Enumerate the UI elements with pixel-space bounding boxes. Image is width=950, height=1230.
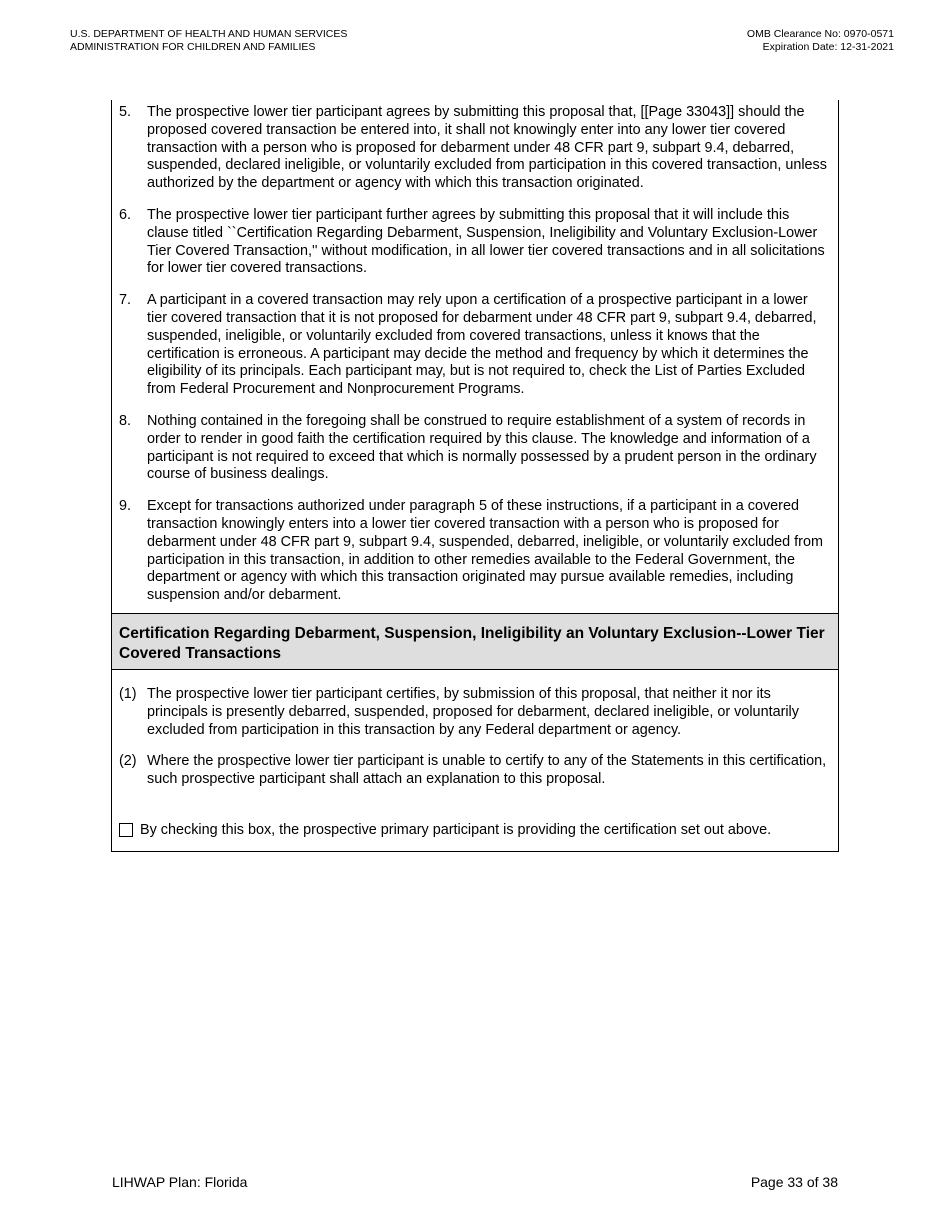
instruction-item	[119, 498, 830, 605]
agency-line-2: ADMINISTRATION FOR CHILDREN AND FAMILIES	[70, 40, 316, 53]
certification-checkbox-row[interactable]	[112, 789, 838, 851]
page-header-omb	[747, 28, 894, 53]
item-text: A participant in a covered transaction may rely upon a certification of a prospective participant in a lower tier covered transaction that it is not proposed for debarment under 48 CFR part 9, subpart 9.4, debarred, suspended, ineligible, or voluntarily excluded from covered transactions, unless it knows that the certification is erroneous. A participant may decide the method and frequency by which it determines the eligibility of its principals. Each participant may, but is not required to, check the List of Parties Excluded from Federal Procurement and Nonprocurement Programs.	[147, 292, 817, 398]
item-text: The prospective lower tier participant agrees by submitting this proposal that, [[Page 33043]] should the proposed covered transaction be entered into, it shall not knowingly enter into any lower tier covered transaction with a person who is proposed for debarment under 48 CFR part 9, subpart 9.4, debarred, suspended, declared ineligible, or voluntarily excluded from participation in this covered transaction, unless authorized by the department or agency with which this transaction originated.	[147, 104, 827, 192]
checkbox-label: By checking this box, the prospective primary participant is providing the certification set out above.	[140, 821, 772, 838]
item-text: The prospective lower tier participant certifies, by submission of this proposal, that neither it nor its principals is presently debarred, suspended, proposed for debarment, declared ineligible, or voluntarily excluded from participation in this transaction by any Federal department or agency.	[147, 685, 799, 738]
page-number: Page 33 of 38	[750, 1174, 838, 1190]
section-title: Certification Regarding Debarment, Suspension, Ineligibility an Voluntary Exclusion--Lower Tier Covered Transactions	[112, 613, 838, 670]
instruction-item	[119, 292, 830, 399]
certification-box	[111, 100, 839, 852]
item-text: Nothing contained in the foregoing shall be construed to require establishment of a system of records in order to render in good faith the certification required by this clause. The knowledge and information of a participant is not required to exceed that which is normally possessed by a prudent person in the ordinary course of business dealings.	[147, 412, 817, 483]
item-number: (2)	[119, 753, 137, 770]
certification-checkbox[interactable]	[119, 823, 133, 837]
certification-item	[119, 753, 830, 789]
instruction-list	[112, 100, 838, 613]
item-text: Except for transactions authorized under paragraph 5 of these instructions, if a participant in a covered transaction knowingly enters into a lower tier covered transaction with a person who is proposed for debarment under 48 CFR part 9, subpart 9.4, suspended, debarred, ineligible, or voluntarily excluded from participation in this transaction, in addition to other remedies available to the Federal Government, the department or agency with which this transaction originated may pursue available remedies, including suspension and/or debarment.	[147, 498, 823, 604]
instruction-item	[119, 413, 830, 484]
omb-clearance: OMB Clearance No: 0970-0571	[746, 28, 894, 40]
instruction-item	[119, 207, 830, 278]
instruction-item	[119, 104, 830, 193]
certification-list	[112, 670, 838, 789]
item-number: (1)	[119, 685, 137, 702]
item-number: 6.	[119, 206, 132, 223]
certification-item	[119, 686, 830, 739]
expiration-date: Expiration Date: 12-31-2021	[762, 40, 894, 53]
item-number: 9.	[119, 498, 132, 515]
item-text: Where the prospective lower tier participant is unable to certify to any of the Statements in this certification, such prospective participant shall attach an explanation to this proposal.	[147, 753, 827, 788]
agency-line-1: U.S. DEPARTMENT OF HEALTH AND HUMAN SERVICES	[70, 28, 348, 40]
item-text: The prospective lower tier participant further agrees by submitting this proposal that it will include this clause titled ``Certification Regarding Debarment, Suspension, Ineligibility and Voluntary Exclusion-Lower Tier Covered Transaction,'' without modification, in all lower tier covered transactions and in all solicitations for lower tier covered transactions.	[147, 206, 825, 277]
item-number: 5.	[119, 104, 132, 120]
item-number: 7.	[119, 292, 132, 309]
footer-plan: LIHWAP Plan: Florida	[112, 1174, 248, 1190]
page-header-agency	[70, 28, 347, 53]
item-number: 8.	[119, 412, 132, 429]
